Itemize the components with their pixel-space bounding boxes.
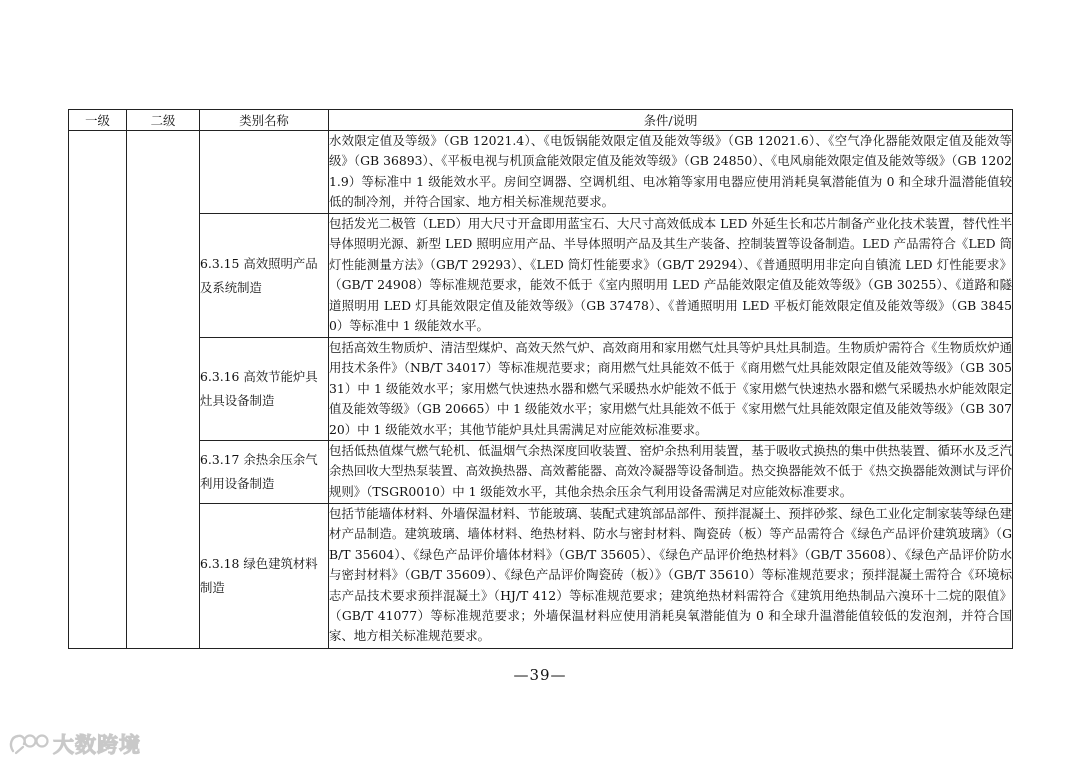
table-row [69, 338, 1013, 441]
conditions-cell: 水效限定值及等级》（GB 12021.4）、《电饭锅能效限定值及能效等级》（GB 12021.6）、《空气净化器能效限定值及能效等级》（GB 36893）、《平板电视与机顶盒能效限定值及能效等级》（GB 24850）、《电风扇能效限定值及能效等级》（GB 12021.9）等标准中 1 级能效水平。房间空调器、空调机组、电冰箱等家用电器应使用消耗臭氧潜能值为 0 和全球升温潜能值较低的制冷剂，并符合国家、地方相关标准规范要求。 [329, 131, 1013, 214]
category-cell: 6.3.17 余热余压余气利用设备制造 [200, 441, 329, 504]
conditions-cell: 包括高效生物质炉、清洁型煤炉、高效天然气炉、高效商用和家用燃气灶具等炉具灶具制造。生物质炉需符合《生物质炊炉通用技术条件》（NB/T 34017）等标准规范要求；商用燃气灶具能效不低于《商用燃气灶具能效限定值及能效等级》（GB 30531）中 1 级能效水平；家用燃气快速热水器和燃气采暖热水炉能效不低于《家用燃气快速热水器和燃气采暖热水炉能效限定值及能效等级》（GB 20665）中 1 级能效水平；家用燃气灶具能效不低于《家用燃气灶具能效限定值及能效等级》（GB 30720）中 1 级能效水平；其他节能炉具灶具需满足对应能效标准要求。 [329, 338, 1013, 441]
conditions-cell: 包括低热值煤气燃气轮机、低温烟气余热深度回收装置、窑炉余热利用装置，基于吸收式换热的集中供热装置、循环水及乏汽余热回收大型热泵装置、高效换热器、高效蓄能器、高效冷凝器等设备制造。热交换器能效不低于《热交换器能效测试与评价规则》（TSGR0010）中 1 级能效水平，其他余热余压余气利用设备需满足对应能效标准要求。 [329, 441, 1013, 504]
category-cell: 6.3.15 高效照明产品及系统制造 [200, 214, 329, 338]
watermark [7, 731, 141, 757]
table-row [69, 441, 1013, 504]
category-cell: 6.3.16 高效节能炉具灶具设备制造 [200, 338, 329, 441]
table-row [69, 131, 1013, 214]
category-cell [200, 131, 329, 214]
table-row [69, 504, 1013, 649]
catalog-table [68, 109, 1013, 649]
page-number: —39— [513, 666, 567, 684]
table-row [69, 214, 1013, 338]
header-level1: 一级 [69, 110, 127, 131]
header-conditions: 条件/说明 [329, 110, 1013, 131]
header-level2: 二级 [127, 110, 200, 131]
header-category: 类别名称 [200, 110, 329, 131]
level1-cell [69, 131, 127, 649]
level2-cell [127, 131, 200, 649]
table-header-row [69, 110, 1013, 131]
category-cell: 6.3.18 绿色建筑材料制造 [200, 504, 329, 649]
dashuju-logo-icon [7, 731, 51, 757]
watermark-text: 大数跨境 [53, 733, 141, 757]
conditions-cell: 包括节能墙体材料、外墙保温材料、节能玻璃、装配式建筑部品部件、预拌混凝土、预拌砂浆、绿色工业化定制家装等绿色建材产品制造。建筑玻璃、墙体材料、绝热材料、防水与密封材料、陶瓷砖（板）等产品需符合《绿色产品评价建筑玻璃》（GB/T 35604）、《绿色产品评价墙体材料》（GB/T 35605）、《绿色产品评价绝热材料》（GB/T 35608）、《绿色产品评价防水与密封材料》（GB/T 35609）、《绿色产品评价陶瓷砖（板）》（GB/T 35610）等标准规范要求；预拌混凝土需符合《环境标志产品技术要求预拌混凝土》（HJ/T 412）等标准规范要求；建筑绝热材料需符合《建筑用绝热制品六溴环十二烷的限值》（GB/T 41077）等标准规范要求；外墙保温材料应使用消耗臭氧潜能值为 0 和全球升温潜能值较低的发泡剂，并符合国家、地方相关标准规范要求。 [329, 504, 1013, 649]
conditions-cell: 包括发光二极管（LED）用大尺寸开盒即用蓝宝石、大尺寸高效低成本 LED 外延生长和芯片制备产业化技术装置，替代性半导体照明光源、新型 LED 照明应用产品、半导体照明产品及其生产装备、控制装置等设备制造。LED 产品需符合《LED 筒灯性能测量方法》（GB/T 29293）、《LED 筒灯性能要求》（GB/T 29294）、《普通照明用非定向自镇流 LED 灯性能要求》（GB/T 24908）等标准规范要求，能效不低于《室内照明用 LED 产品能效限定值及能效等级》（GB 30255）、《道路和隧道照明用 LED 灯具能效限定值及能效等级》（GB 37478）、《普通照明用 LED 平板灯能效限定值及能效等级》（GB 38450）等标准中 1 级能效水平。 [329, 214, 1013, 338]
